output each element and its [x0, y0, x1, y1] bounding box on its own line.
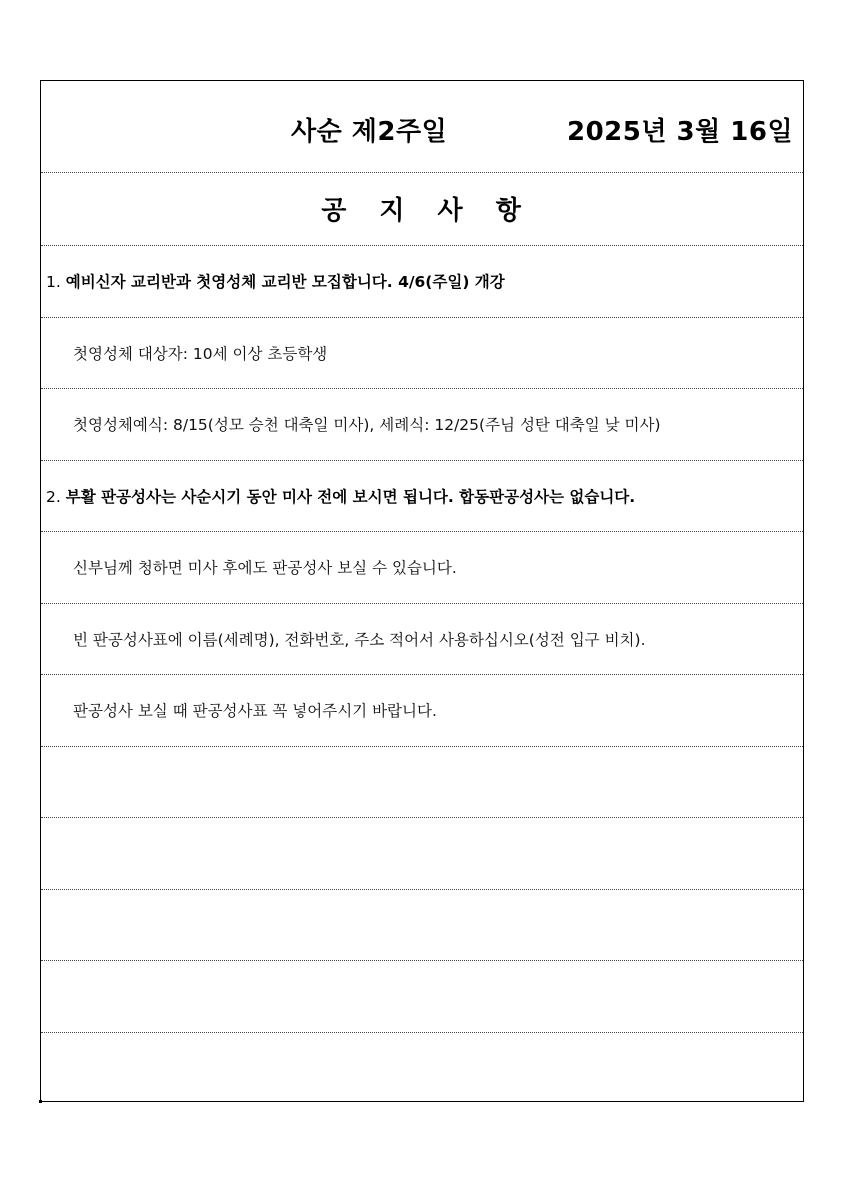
notice-row: [41, 461, 803, 533]
notice-row: [41, 604, 803, 676]
empty-row: [41, 1033, 803, 1103]
notice-heading-row: [41, 173, 803, 246]
bulletin-date: 2025년 3월 16일: [567, 117, 794, 147]
notice-subitem: 첫영성체 대상자: 10세 이상 초등학생: [73, 344, 328, 363]
notice-sheet: [40, 80, 804, 1102]
header-row: [41, 81, 803, 173]
corner-mark: [39, 1100, 42, 1103]
empty-row: [41, 747, 803, 819]
notice-row: [41, 318, 803, 390]
notice-row: [41, 532, 803, 604]
notice-heading: 공 지 사 항: [321, 196, 533, 226]
item-number: 1.: [46, 273, 61, 291]
empty-row: [41, 890, 803, 962]
notice-row: [41, 389, 803, 461]
season-title: 사순 제2주일: [291, 117, 448, 147]
empty-row: [41, 818, 803, 890]
item-text: 부활 판공성사는 사순시기 동안 미사 전에 보시면 됩니다. 합동판공성사는 없습니다.: [65, 487, 636, 506]
item-number: 2.: [46, 487, 61, 506]
notice-row: [41, 675, 803, 747]
notice-subitem: 판공성사 보실 때 판공성사표 꼭 넣어주시기 바랍니다.: [73, 702, 437, 720]
notice-row: [41, 246, 803, 318]
notice-subitem: 빈 판공성사표에 이름(세례명), 전화번호, 주소 적어서 사용하십시오(성전 입구 비치).: [73, 630, 646, 649]
notice-item-1: [46, 270, 505, 292]
notice-subitem: 첫영성체예식: 8/15(성모 승천 대축일 미사), 세례식: 12/25(주님 성탄 대축일 낮 미사): [73, 416, 661, 434]
empty-row: [41, 961, 803, 1033]
item-text: 예비신자 교리반과 첫영성체 교리반 모집합니다. 4/6(주일) 개강: [65, 273, 505, 291]
notice-subitem: 신부님께 청하면 미사 후에도 판공성사 보실 수 있습니다.: [73, 559, 457, 577]
notice-item-2: [46, 485, 635, 507]
